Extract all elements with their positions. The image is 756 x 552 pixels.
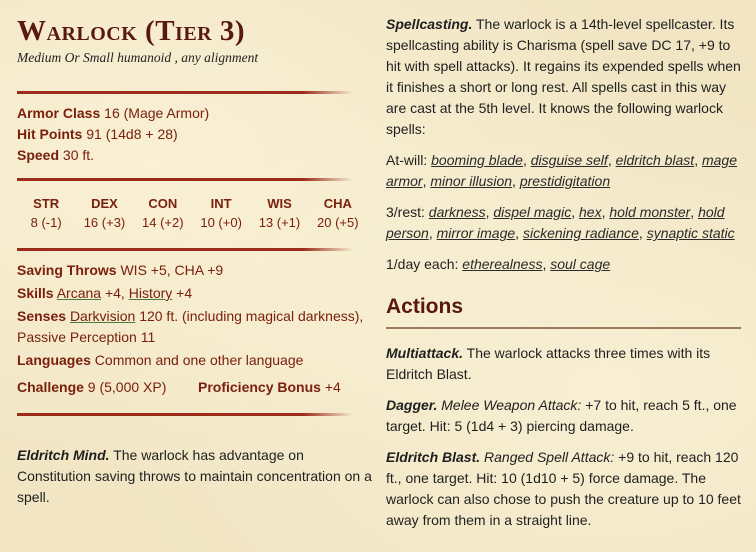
action-text: The warlock attacks three times with its Eldritch Blast. [386,344,711,382]
challenge-value: 9 (5,000 XP) [87,379,167,395]
skills-label: Skills [17,285,54,301]
ability-value: 16 (+3) [83,215,126,230]
spell-link[interactable]: soul cage [550,256,611,272]
senses-value: 120 ft. (including magical darkness), [139,308,364,324]
trait-eldritch-mind [17,445,372,508]
spell-link[interactable]: prestidigitation [519,173,611,189]
secondary-stats [17,260,372,398]
action-multiattack [386,343,746,385]
proficiency-value: +4 [324,379,341,395]
action-type: Ranged Spell Attack: [484,448,615,465]
armor-class-value: 16 (Mage Armor) [104,105,210,121]
trait-text: The warlock has advantage on Constitution saving throws to maintain concentration on a spell. [17,447,372,505]
ability-value: 14 (+2) [142,215,184,230]
left-column [17,14,372,508]
hit-points-label: Hit Points [17,126,83,142]
action-text: +7 to hit, reach 5 ft., one target. Hit: 5 (1d4 + 3) piercing damage. [386,396,737,434]
spell-link[interactable]: hold person [386,204,725,241]
action-dagger [386,395,746,437]
action-type: Melee Weapon Attack: [441,396,582,413]
ability-label: CHA [323,196,352,211]
trait-name: Eldritch Mind. [17,447,110,463]
history-link[interactable]: History [128,285,173,301]
skills-line [17,283,372,304]
divider-bar [17,248,353,251]
hit-points-line [17,124,372,145]
day-label: 1/day each: [386,256,459,272]
darkvision-link[interactable]: Darkvision [69,308,136,324]
actions-heading: Actions [386,295,464,318]
ability-value: 8 (-1) [30,215,62,230]
monster-type-line: Medium Or Small humanoid , any alignment [17,50,259,65]
ability-label: DEX [91,196,118,211]
languages-label: Languages [17,352,91,368]
senses-label: Senses [17,308,67,324]
right-column [386,14,746,531]
action-name: Eldritch Blast. [386,448,481,465]
basic-stats [17,103,372,166]
spell-link[interactable]: eldritch blast [615,152,695,168]
proficiency-label: Proficiency Bonus [198,379,321,395]
ability-str [17,195,75,233]
ability-int [192,195,250,233]
ability-value: 13 (+1) [258,215,301,230]
monster-name: Warlock (Tier 3) [17,15,246,47]
spell-link[interactable]: hex [579,204,602,220]
spellcasting-trait [386,14,746,140]
spells-at-will: At-will: booming blade, disguise self, eldritch blast, mage armor, minor illusion, prestidigitation [386,152,737,189]
action-name: Multiattack. [386,344,464,361]
senses-line [17,306,372,348]
spell-link[interactable]: synaptic static [646,225,735,241]
ability-label: INT [210,196,232,211]
passive-perception: Passive Perception 11 [17,329,156,345]
ability-label: CON [148,196,178,211]
spell-link[interactable]: etherealness [462,256,543,272]
spells-per-day: 1/day each: etherealness, soul cage [386,256,611,272]
armor-class-label: Armor Class [17,105,101,121]
at-will-label: At-will: [386,152,428,168]
ability-label: STR [33,196,60,211]
ability-label: WIS [267,196,292,211]
spell-link[interactable]: hold monster [609,204,691,220]
rest-label: 3/rest: [386,204,425,220]
saving-throws-value: WIS +5, CHA +9 [120,262,224,278]
ability-con [134,195,192,233]
languages-value: Common and one other language [94,352,304,368]
spell-link[interactable]: disguise self [530,152,608,168]
divider-bar [17,413,353,416]
speed-label: Speed [17,147,60,163]
action-eldritch-blast [386,447,746,531]
ability-value: 10 (+0) [200,215,242,230]
speed-value: 30 ft. [62,147,95,163]
spell-link[interactable]: mirror image [436,225,516,241]
history-bonus: +4 [176,285,193,301]
ability-wis [250,195,308,233]
ability-value: 20 (+5) [317,215,359,230]
spellcasting-name: Spellcasting. [386,16,473,32]
action-text: +9 to hit, reach 120 ft., one target. Hit: 10 (1d10 + 5) force damage. The warlock can also chose to push the creature up to 10 feet away from them in a straight line. [386,448,741,528]
spell-link[interactable]: darkness [428,204,486,220]
arcana-bonus: +4, [104,285,125,301]
challenge-line [17,377,372,398]
languages-line [17,350,372,371]
divider-bar [17,91,353,94]
ability-dex [75,195,133,233]
ability-scores [17,195,367,233]
spell-link[interactable]: minor illusion [430,173,513,189]
spell-link[interactable]: mage armor [386,152,737,189]
spell-link[interactable]: sickening radiance [522,225,639,241]
hit-points-value: 91 (14d8 + 28) [86,126,178,142]
ability-cha [309,195,367,233]
armor-class-line [17,103,372,124]
action-name: Dagger. [386,396,438,413]
saving-throws-label: Saving Throws [17,262,117,278]
saving-throws-line [17,260,372,281]
proficiency-bonus [198,377,341,398]
arcana-link[interactable]: Arcana [56,285,102,301]
spells-per-rest: 3/rest: darkness, dispel magic, hex, hold monster, hold person, mirror image, sickening radiance, synaptic static [386,204,735,241]
spellcasting-text: The warlock is a 14th-level spellcaster. Its spellcasting ability is Charisma (spell save DC 17, +9 to hit with spell attacks). It regains its expended spells when it finishes a short or long rest. All spells cast in this way are cast at the 5th level. It knows the following warlock spells: [386,16,741,137]
speed-line [17,145,372,166]
challenge-label: Challenge [17,379,84,395]
actions-rule [386,327,741,329]
spell-link[interactable]: booming blade [431,152,523,168]
divider-bar [17,178,353,181]
spell-link[interactable]: dispel magic [493,204,572,220]
